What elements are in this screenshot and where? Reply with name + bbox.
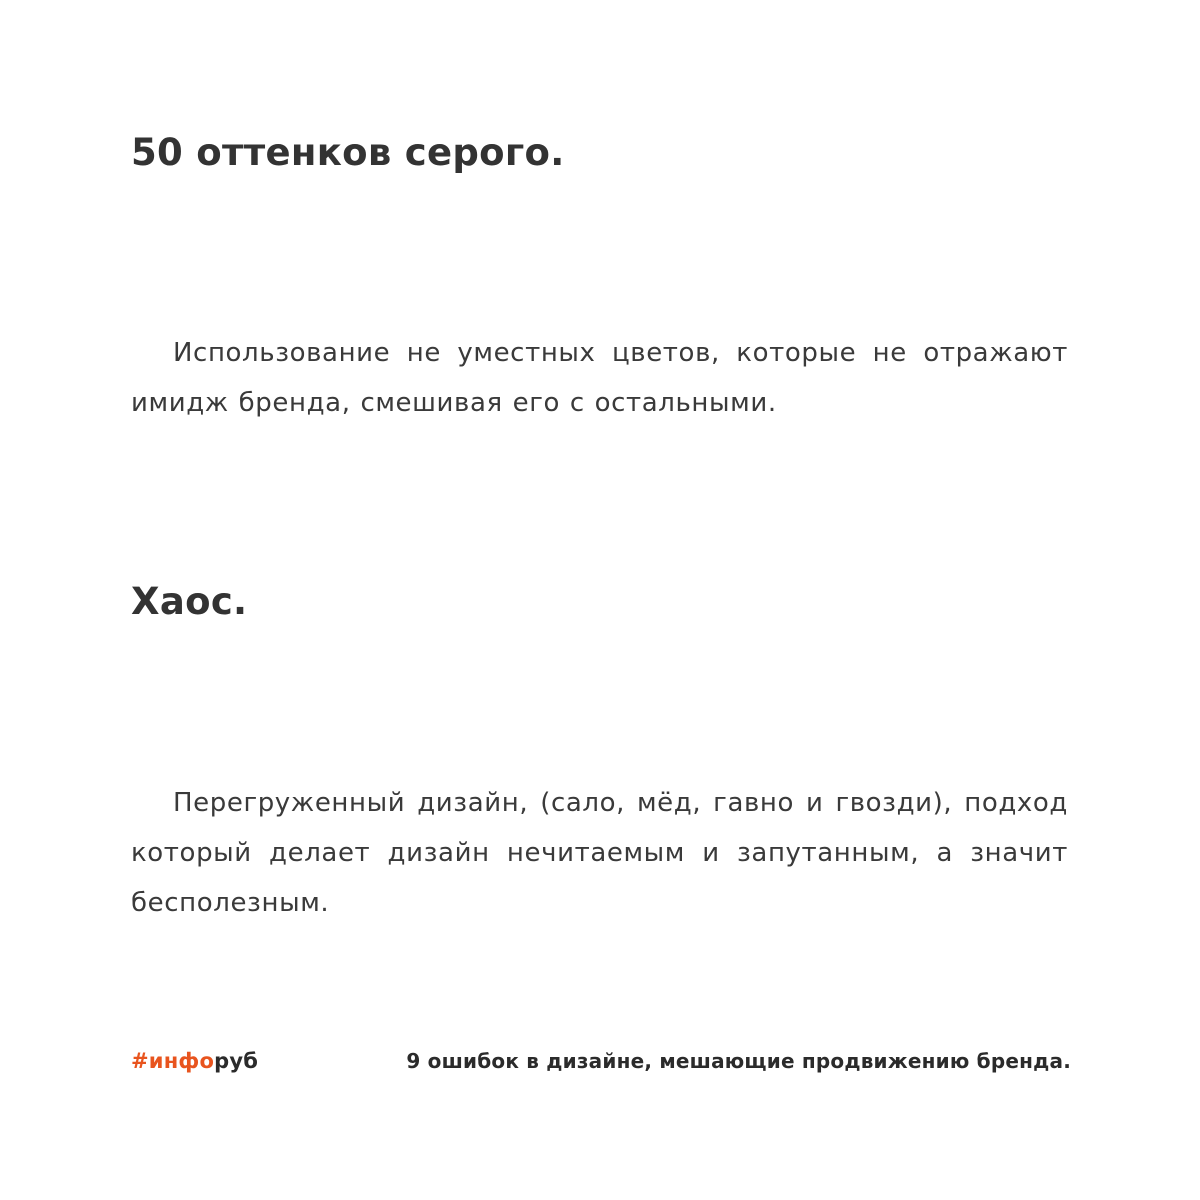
series-title: 9 ошибок в дизайне, мешающие продвижению бренда. bbox=[406, 1049, 1071, 1073]
brand-hashtag-accent: #инфо bbox=[131, 1049, 215, 1073]
section-paragraph-chaos: Перегруженный дизайн, (сало, мёд, гавно и гвозди), подход который делает дизайн нечитаемым и запутанным, а значит бесполезным. bbox=[131, 788, 1068, 918]
brand-hashtag bbox=[131, 1045, 258, 1077]
footer bbox=[131, 1045, 1071, 1077]
section-heading-gray-shades: 50 оттенков серого. bbox=[131, 131, 565, 174]
section-paragraph-gray-shades: Использование не уместных цветов, которые не отражают имидж бренда, смешивая его с остальными. bbox=[131, 338, 1068, 418]
brand-hashtag-rest: руб bbox=[214, 1049, 259, 1073]
section-heading-chaos: Хаос. bbox=[131, 580, 248, 623]
